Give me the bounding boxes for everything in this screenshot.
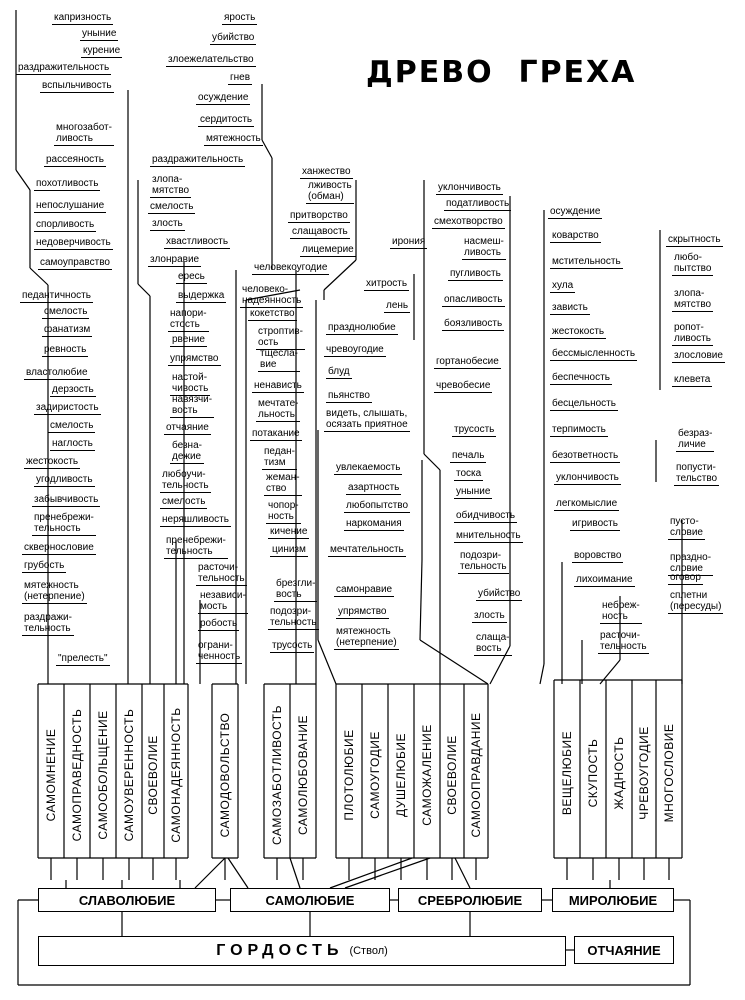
vice-label: тщесла- вие — [260, 348, 298, 370]
vice-label: пренебрежи- тельность — [34, 512, 94, 534]
vice-label: наглость — [52, 438, 93, 449]
vice-label: пьянство — [328, 390, 370, 401]
vice-label: сердитость — [200, 114, 253, 125]
vice-label: раздражительность — [152, 154, 244, 165]
vice-label: празднолюбие — [328, 322, 396, 333]
branch-column-label: МНОГОСЛОВИЕ — [662, 723, 676, 823]
vice-label: притворство — [290, 210, 348, 221]
vice-label: смелость — [150, 201, 194, 212]
vice-label: недоверчивость — [36, 237, 111, 248]
vice-label: рассеяность — [46, 154, 104, 165]
vice-label: беспечность — [552, 372, 610, 383]
vice-label: гортанобесие — [436, 356, 499, 367]
branch-column-label: ЖАДНОСТЬ — [612, 736, 626, 810]
vice-label: хитрость — [366, 278, 408, 289]
branch-column-label: САМОДОВОЛЬСТВО — [218, 712, 232, 838]
vice-label: властолюбие — [26, 367, 88, 378]
vice-label: лихоимание — [576, 574, 633, 585]
vice-label: фанатизм — [44, 324, 91, 335]
vice-label: уклончивость — [556, 472, 619, 483]
vice-label: подозри- тельность — [460, 550, 507, 572]
vice-label: попусти- тельство — [676, 462, 718, 484]
connector-line — [138, 284, 150, 296]
vice-label: самоуправство — [40, 257, 110, 268]
vice-label: безответность — [552, 450, 619, 461]
vice-label: чревобесие — [436, 380, 491, 391]
vice-label: упрямство — [170, 353, 219, 364]
vice-label: клевета — [674, 374, 711, 385]
vice-label: смехотворство — [434, 216, 503, 227]
vice-label: человекоугодие — [254, 262, 328, 273]
vice-label: оговор — [670, 572, 701, 583]
vice-label: самонравие — [336, 584, 393, 595]
vice-label: слащавость — [292, 226, 348, 237]
vice-label: безна- дежие — [172, 440, 202, 462]
vice-label: навязчи- вость — [172, 394, 213, 416]
vice-label: задиристость — [36, 402, 99, 413]
vice-label: цинизм — [272, 544, 306, 555]
vice-label: строптив- ость — [258, 326, 303, 348]
vice-label: убийство — [478, 588, 521, 599]
vice-label: пугливость — [450, 268, 501, 279]
vice-label: любо- пытство — [674, 252, 712, 274]
vice-label: раздражи- тельность — [24, 612, 72, 634]
vice-label: кичение — [270, 526, 308, 537]
vice-label: мнительность — [456, 530, 521, 541]
vice-label: легкомыслие — [556, 498, 618, 509]
vice-label: расточи- тельность — [600, 630, 647, 652]
vice-label: небреж- ность — [602, 600, 640, 622]
vice-label: угодливость — [36, 474, 93, 485]
vice-label: многозабот- ливость — [56, 122, 112, 144]
root-srebrolyubie: СРЕБРОЛЮБИЕ — [398, 888, 542, 912]
vice-label: ирония — [392, 236, 426, 247]
vice-label: любопытство — [346, 500, 409, 511]
vice-label: грубость — [24, 560, 65, 571]
vice-label: смелость — [50, 420, 94, 431]
vice-label: рвение — [172, 334, 205, 345]
branch-column-label: САМОЛЮБОВАНИЕ — [296, 714, 310, 836]
vice-label: дерзость — [52, 384, 94, 395]
trunk-note: (Ствол) — [349, 945, 388, 957]
vice-label: уныние — [456, 486, 491, 497]
vice-label: похотливость — [36, 178, 99, 189]
vice-label: увлекаемость — [336, 462, 401, 473]
branch-column-label: СКУПОСТЬ — [586, 738, 600, 808]
vice-label: гнев — [230, 72, 251, 83]
vice-label: злоежелательство — [168, 54, 254, 65]
connector-line — [424, 454, 440, 470]
branch-column-label: ДУШЕЛЮБИЕ — [394, 733, 408, 817]
vice-label: злопа- мятство — [152, 174, 190, 196]
vice-label: сплетни (пересуды) — [670, 590, 722, 612]
vice-label: непослушание — [36, 200, 105, 211]
vice-label: наркомания — [346, 518, 402, 529]
branch-column-label: САМОНАДЕЯННОСТЬ — [169, 707, 183, 843]
vice-label: сквернословие — [24, 542, 94, 553]
otchayanie-box: ОТЧАЯНИЕ — [574, 936, 674, 964]
vice-label: неряшливость — [162, 514, 229, 525]
root-slavolyubie: СЛАВОЛЮБИЕ — [38, 888, 216, 912]
vice-label: брезгли- вость — [276, 578, 316, 600]
vice-label: упрямство — [338, 606, 387, 617]
branch-column-label: ЧРЕВОУГОДИЕ — [637, 726, 651, 820]
vice-label: мечтате- льность — [258, 398, 299, 420]
vice-label: ропот- ливость — [674, 322, 711, 344]
vice-label: педантичность — [22, 290, 91, 301]
connector-line — [30, 268, 48, 285]
vice-label: кокетство — [250, 308, 295, 319]
vice-label: обидчивость — [456, 510, 516, 521]
vice-label: игривость — [572, 518, 618, 529]
vice-label: вспыльчивость — [42, 80, 112, 91]
root-mirolyubie: МИРОЛЮБИЕ — [552, 888, 674, 912]
vice-label: бесцельность — [552, 398, 616, 409]
vice-label: жеман- ство — [266, 472, 300, 494]
connector-line — [345, 858, 430, 888]
branch-column-label: САМООБОЛЬЩЕНИЕ — [96, 710, 110, 840]
vice-label: расточи- тельность — [198, 562, 245, 584]
vice-label: смелость — [162, 496, 206, 507]
vice-label: уныние — [82, 28, 117, 39]
branch-column-label: САМОУВЕРЕННОСТЬ — [122, 708, 136, 842]
branch-column-label: САМОЖАЛЕНИЕ — [420, 724, 434, 826]
vice-label: напори- стость — [170, 308, 207, 330]
vice-label: мятежность — [206, 133, 261, 144]
vice-label: пусто- словие — [670, 516, 703, 538]
vice-label: злость — [152, 218, 183, 229]
vice-label: мстительность — [552, 256, 621, 267]
vice-label: лень — [386, 300, 409, 311]
connector-line — [455, 858, 470, 888]
vice-label: убийство — [212, 32, 255, 43]
branch-column-label: САМОЗАБОТЛИВОСТЬ — [270, 704, 284, 846]
vice-label: злопа- мятство — [674, 288, 712, 310]
vice-label: праздно- словие — [670, 552, 712, 574]
vice-label: воровство — [574, 550, 622, 561]
vice-label: забывчивость — [34, 494, 99, 505]
vice-label: чопор- ность — [268, 500, 299, 522]
vice-label: хвастливость — [166, 236, 229, 247]
vice-label: лицемерие — [302, 244, 354, 255]
vice-label: скрытность — [668, 234, 721, 245]
connector-line — [16, 170, 30, 190]
vice-label: потакание — [252, 428, 300, 439]
vice-label: ярость — [224, 12, 256, 23]
vice-label: осуждение — [198, 92, 249, 103]
vice-label: терпимость — [552, 424, 606, 435]
root-samolyubie: САМОЛЮБИЕ — [230, 888, 390, 912]
vice-label: блуд — [328, 366, 350, 377]
branch-column-label: ПЛОТОЛЮБИЕ — [342, 729, 356, 821]
vice-label: боязливость — [444, 318, 503, 329]
branch-column-label: СВОЕВОЛИЕ — [445, 735, 459, 815]
vice-label: любоучи- тельность — [162, 469, 209, 491]
connector-line — [330, 858, 412, 888]
vice-label: смелость — [44, 306, 88, 317]
branch-column-label: САМОУГОДИЕ — [368, 731, 382, 819]
vice-label: осуждение — [550, 206, 601, 217]
vice-label: трусость — [272, 640, 313, 651]
vice-label: спорливость — [36, 219, 95, 230]
branch-column-label: ВЕЩЕЛЮБИЕ — [560, 730, 574, 816]
vice-label: трусость — [454, 424, 495, 435]
vice-label: жестокость — [552, 326, 605, 337]
vice-label: ненависть — [254, 380, 302, 391]
branch-column-label: САМОМНЕНИЕ — [44, 728, 58, 822]
vice-label: податливость — [446, 198, 510, 209]
vice-label: злословие — [674, 350, 723, 361]
vice-label: опасливость — [444, 294, 503, 305]
vice-label: чревоугодие — [326, 344, 384, 355]
vice-label: злонравие — [150, 254, 200, 265]
vice-label: тоска — [456, 468, 482, 479]
vice-label: жестокость — [26, 456, 79, 467]
connector-line — [290, 858, 300, 888]
connector-line — [420, 560, 422, 640]
vice-label: педан- тизм — [264, 446, 296, 468]
vice-label: насмеш- ливость — [464, 236, 504, 258]
branch-column-label: СВОЕВОЛИЕ — [146, 735, 160, 815]
vice-label: курение — [83, 45, 121, 56]
vice-label: отчаяние — [166, 422, 209, 433]
vice-label: мятежность (нетерпение) — [336, 626, 397, 648]
vice-label: "прелесть" — [58, 653, 108, 664]
vice-label: печаль — [452, 450, 485, 461]
trunk-gordost-label: ГОРДОСТЬ — [216, 942, 344, 959]
vice-label: ханжество — [302, 166, 351, 177]
vice-label: мечтательность — [330, 544, 404, 555]
vice-label: азартность — [348, 482, 400, 493]
vice-label: капризность — [54, 12, 112, 23]
vice-label: зависть — [552, 302, 588, 313]
connector-line — [228, 858, 248, 888]
vice-label: безраз- личие — [678, 428, 713, 450]
vice-label: бессмысленность — [552, 348, 636, 359]
vice-label: робость — [200, 618, 238, 629]
vice-label: независи- мость — [200, 590, 246, 612]
branch-column-label: САМООПРАВДАНИЕ — [469, 712, 483, 838]
vice-label: коварство — [552, 230, 599, 241]
vice-label: ревность — [44, 344, 87, 355]
vice-label: подозри- тельность — [270, 606, 317, 628]
vice-label: видеть, слышать, осязать приятное — [326, 408, 408, 430]
vice-label: лживость (обман) — [308, 180, 352, 202]
diagram-title: ДРЕВО ГРЕХА — [366, 55, 637, 90]
vice-label: выдержка — [178, 290, 225, 301]
connector-line — [540, 664, 544, 684]
vice-label: ересь — [178, 271, 205, 282]
vice-label: человеко- надеянность — [242, 284, 302, 306]
vice-label: пренебрежи- тельность — [166, 535, 226, 557]
vice-label: слаща- вость — [476, 632, 510, 654]
vice-label: мятежность (нетерпение) — [24, 580, 85, 602]
vice-label: раздражительность — [18, 62, 110, 73]
vice-label: настой- чивость — [172, 372, 209, 394]
trunk-gordost-box — [38, 936, 566, 966]
connector-line — [195, 858, 225, 888]
connector-line — [262, 140, 272, 158]
vice-label: ограни- ченность — [198, 640, 241, 662]
vice-label: злость — [474, 610, 505, 621]
vice-label: уклончивость — [438, 182, 501, 193]
vice-label: хула — [552, 280, 574, 291]
branch-column-label: САМОПРАВЕДНОСТЬ — [70, 708, 84, 842]
